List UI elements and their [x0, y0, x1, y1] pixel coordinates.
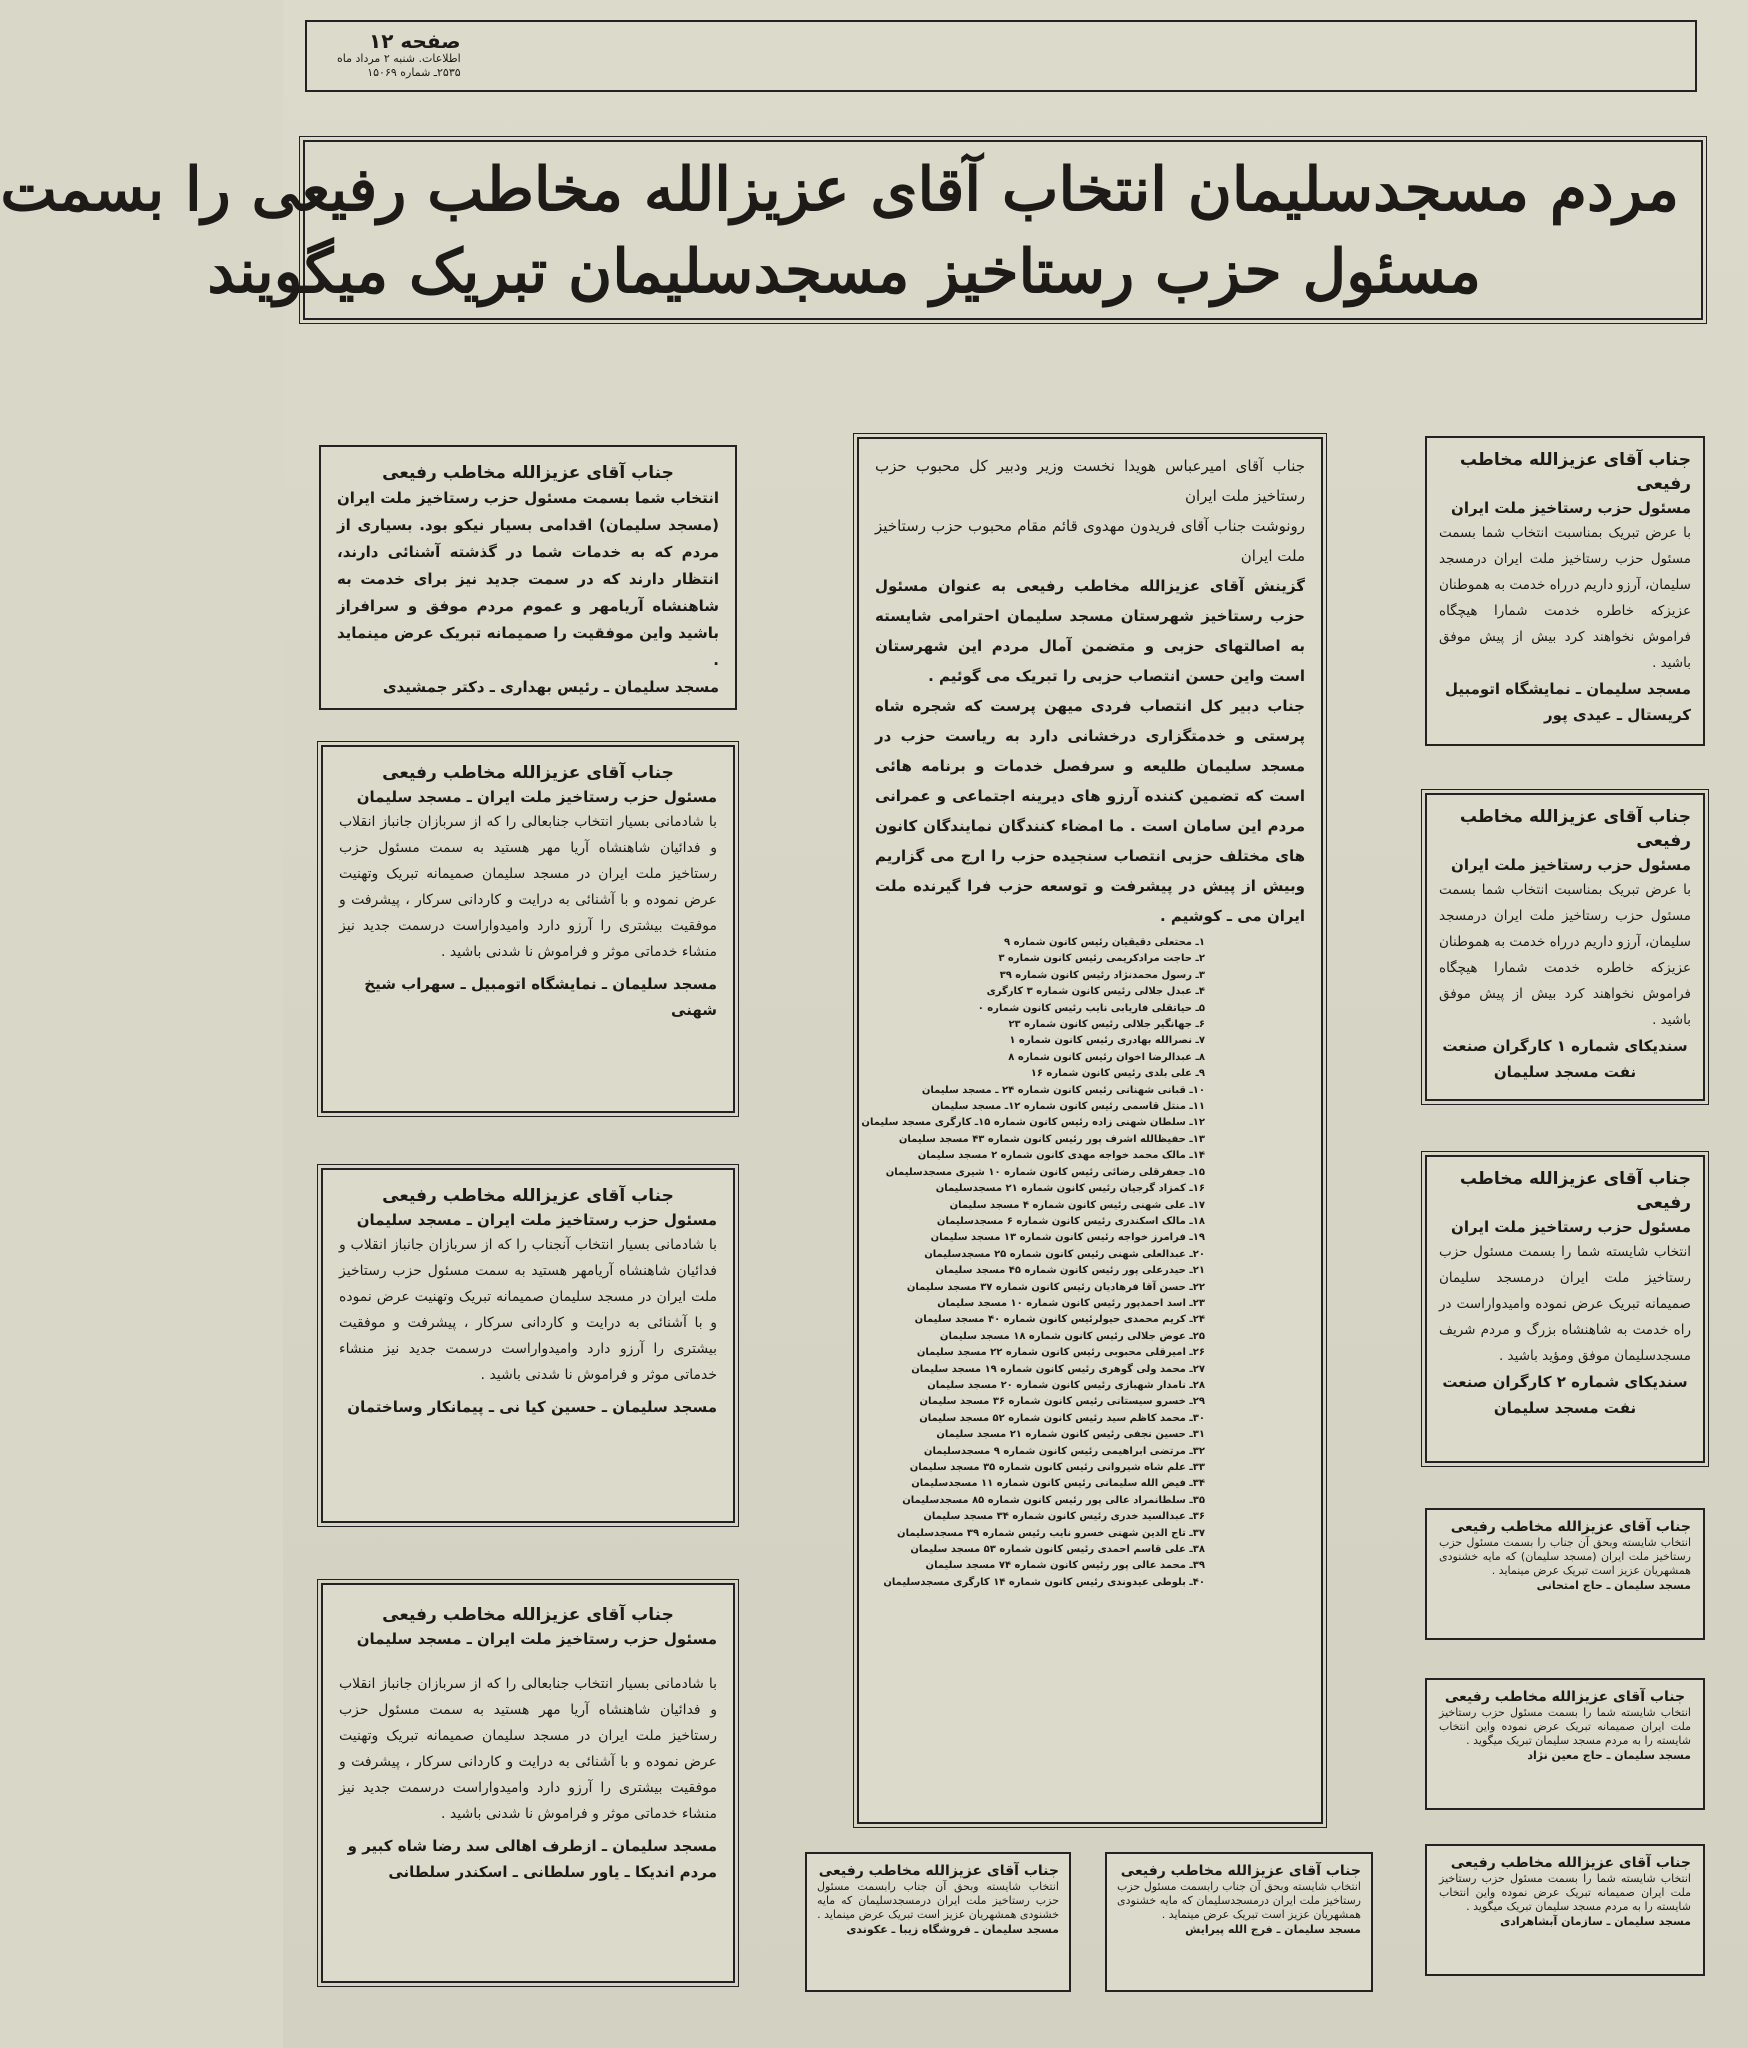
ad-body: انتخاب شایسته وبحق آن جناب رابسمت مسئول حزب رستاخیز ملت ایران درمسجدسلیمان که مایه خشنودی همشهریان عزیز است تبریک عرض مینماید . [1117, 1880, 1361, 1921]
signatory-item: ۳۷ـ تاج الدین شهنی خسرو نایب رئیس شماره ۳۹ مسجدسلیمان [897, 1527, 1205, 1539]
signatory-item: ۷ـ نصرالله بهادری رئیس کانون شماره ۱ [1009, 1035, 1205, 1047]
signatory-item: ۱۸ـ مالک اسکندری رئیس کانون شماره ۶ مسجدسلیمان [936, 1215, 1205, 1227]
signatory-item: ۹ـ علی بلدی رئیس کانون شماره ۱۶ [1030, 1068, 1205, 1080]
ad-title: جناب آقای عزیزالله مخاطب رفیعی [1444, 1689, 1686, 1705]
signatory-item: ۱۶ـ کمزاد گرجیان رئیس کانون شماره ۲۱ مسجدسلیمان [935, 1183, 1205, 1195]
signatory-item: ۲۴ـ کریم محمدی حیولرئیس کانون شماره ۴۰ مسجد سلیمان [914, 1314, 1205, 1326]
ad-title: جناب آقای عزیزالله مخاطب رفیعی [1120, 1863, 1361, 1879]
signatory-item: ۲ـ حاجت مرادکریمی رئیس کانون شماره ۳ [998, 953, 1205, 965]
signatory-item: ۸ـ عبدالرضا اخوان رئیس کانون شماره ۸ [1008, 1051, 1205, 1063]
signatory-item: ۳۵ـ سلطانمراد عالی پور رئیس کانون شماره ۸۵ مسجدسلیمان [902, 1494, 1205, 1506]
signatory-item: ۲۸ـ نامدار شهبازی رئیس کانون شماره ۲۰ مسجد سلیمان [927, 1379, 1205, 1391]
ad-body: با عرض تبریک بمناسبت انتخاب شما بسمت مسئول حزب رستاخیز ملت ایران درمسجد سلیمان، آرزو داریم درراه خدمت به هموطنان عزیزکه خاطره خدمت شمارا هیچگاه فراموش نخواهند کرد بیش از پیش موفق باشید . [1439, 882, 1691, 1028]
ad-right-4 [1425, 1508, 1705, 1640]
ad-left-2 [321, 745, 735, 1113]
ad-signature: مسجد سلیمان ـ نمایشگاه اتومبیل کریستال ـ عیدی پور [1444, 680, 1691, 724]
ad-title: جناب آقای عزیزالله مخاطب رفیعی [1450, 1519, 1691, 1535]
ad-subtitle: مسئول حزب رستاخیز ملت ایران [1451, 1218, 1691, 1236]
ad-body: با شادمانی بسیار انتخاب آنجناب را که از سربازان جانباز انقلاب و فدائیان شاهنشاه آریامهر هستید به سمت مسئول حزب رستاخیز ملت ایران در مسجد سلیمان صمیمانه تبریک وتهنیت عرض نموده و با آشنائی به درایت و کاردانی سرکار ، پیشرفت و موفقیت بیشتری را آرزو دارد وامیدواراست درسمت جدید نیز منشاء خدماتی موثر و فراموش نا شدنی باشید . [339, 1237, 717, 1383]
center-letter [857, 437, 1323, 1824]
ad-signature: مسجد سلیمان ـ رئیس بهداری ـ دکتر جمشیدی [382, 678, 719, 696]
letter-body: جناب دبیر کل انتصاب فردی میهن پرست که شجره شاه پرستی و خدمتگزاری درخشانی دارد به ریاست حزب در مسجد سلیمان طلیعه و سرفصل خدمات و برنامه هائی است که تضمین کننده آرزو های دیرینه اجتماعی و عمرانی مردم این سامان است . ما امضاء کنندگان نمایندگان کانون های مختلف حزبی انتصاب سنجیده حزب را ارج می گزاریم وبیش از پیش در پیشرفت و توسعه حزب فرا گیرنده ملت ایران می ـ کوشیم . [875, 697, 1305, 925]
ad-right-1 [1425, 436, 1705, 746]
ad-left-1 [319, 445, 737, 710]
ad-right-2 [1425, 793, 1705, 1101]
ad-body: انتخاب شایسته شما را بسمت مسئول حزب رستاخیز ملت ایران صمیمانه تبریک عرض نموده واین انتخاب شایسته را به مردم مسجد سلیمان تبریک میگوید . [1439, 1706, 1691, 1747]
ad-body: با شادمانی بسیار انتخاب جنابعالی را که از سربازان جانباز انقلاب و فدائیان شاهنشاه آریا مهر هستید به سمت مسئول حزب رستاخیز ملت ایران در مسجد سلیمان صمیمانه تبریک وتهنیت عرض نموده و با آشنائی به درایت و کاردانی سرکار ، پیشرفت و موفقیت بیشتری را آرزو دارد وامیدواراست درسمت جدید نیز منشاء خدماتی موثر و فراموش نا شدنی باشید . [339, 1676, 717, 1822]
ad-title: جناب آقای عزیزالله مخاطب رفیعی [1459, 1169, 1691, 1213]
signatory-item: ۶ـ جهانگیر جلالی رئیس کانون شماره ۲۳ [1008, 1019, 1205, 1031]
signatory-item: ۲۵ـ عوض جلالی رئیس کانون شماره ۱۸ مسجد سلیمان [939, 1330, 1205, 1342]
ad-signature: مسجد سلیمان ـ فروشگاه زیبا ـ عکوندی [846, 1923, 1059, 1936]
signatory-item: ۱۷ـ علی شهنی رئیس کانون شماره ۴ مسجد سلیمان [949, 1199, 1205, 1211]
signatory-item: ۱۰ـ قبانی شهنانی رئیس کانون شماره ۲۴ ـ مسجد سلیمان [921, 1084, 1205, 1096]
signatory-item: ۲۶ـ امیرقلی محبوبی رئیس کانون شماره ۲۲ مسجد سلیمان [916, 1347, 1205, 1359]
letter-addressee: جناب آقای امیرعباس هویدا نخست وزیر ودبیر کل محبوب حزب رستاخیز ملت ایران [875, 457, 1305, 505]
ad-subtitle: مسئول حزب رستاخیز ملت ایران ـ مسجد سلیمان [356, 788, 717, 806]
ad-signature: مسجد سلیمان ـ فرج الله پیرایش [1185, 1923, 1361, 1936]
signatory-item: ۲۱ـ حیدرعلی پور رئیس کانون شماره ۴۵ مسجد سلیمان [935, 1265, 1205, 1277]
ad-signature: مسجد سلیمان ـ نمایشگاه اتومبیل ـ سهراب شیخ شهنی [364, 975, 717, 1019]
page-header [305, 20, 1697, 92]
ad-bottom-1 [805, 1852, 1071, 1992]
ad-left-4 [321, 1583, 735, 1983]
issue-number: ۲۵۳۵ـ شماره ۱۵۰۶۹ [367, 66, 461, 79]
issue-date: اطلاعات. شنبه ۲ مرداد ماه [337, 52, 461, 65]
ad-title: جناب آقای عزیزالله مخاطب رفیعی [1450, 1855, 1691, 1871]
ad-signature: مسجد سلیمان ـ حاج معین نژاد [1527, 1749, 1691, 1762]
headline-banner [0, 140, 1703, 320]
letter-intro: گزینش آقای عزیزالله مخاطب رفیعی به عنوان مسئول حزب رستاخیز شهرستان مسجد سلیمان احترامی شایسته به اصالتهای حزبی و متضمن آمال مردم این شهرستان است واین حسن انتصاب حزبی را تبریک می گوئیم . [875, 577, 1305, 685]
ad-signature: مسجد سلیمان ـ ازطرف اهالی سد رضا شاه کبیر و مردم اندیکا ـ یاور سلطانی ـ اسکندر سلطانی [347, 1837, 717, 1881]
ad-right-5 [1425, 1678, 1705, 1810]
signatory-item: ۱۲ـ سلطان شهنی زاده رئیس کانون شماره ۱۵ـ کارگری مسجد سلیمان [861, 1117, 1205, 1129]
ad-subtitle: مسئول حزب رستاخیز ملت ایران [1451, 856, 1691, 874]
signatory-item: ۱۱ـ منتل قاسمی رئیس کانون شماره ۱۲ـ مسجد سلیمان [931, 1101, 1205, 1113]
ad-right-3 [1425, 1155, 1705, 1463]
signatory-item: ۲۰ـ عبدالعلی شهنی رئیس کانون شماره ۲۵ مسجدسلیمان [924, 1248, 1205, 1260]
signatory-item: ۲۹ـ خسرو سیستانی رئیس کانون شماره ۳۶ مسجد سلیمان [919, 1396, 1205, 1408]
ad-body: با شادمانی بسیار انتخاب جنابعالی را که از سربازان جانباز انقلاب و فدائیان شاهنشاه آریا مهر هستید به سمت مسئول حزب رستاخیز ملت ایران در مسجد سلیمان صمیمانه تبریک وتهنیت عرض نموده و با آشنائی به درایت و کاردانی سرکار ، پیشرفت و موفقیت بیشتری را آرزو دارد وامیدواراست درسمت جدید نیز منشاء خدماتی موثر و فراموش نا شدنی باشید . [339, 814, 717, 960]
signatory-item: ۳۰ـ محمد کاظم سید رئیس کانون شماره ۵۲ مسجد سلیمان [919, 1412, 1205, 1424]
ad-title: جناب آقای عزیزالله مخاطب رفیعی [382, 763, 674, 783]
ad-subtitle: مسئول حزب رستاخیز ملت ایران ـ مسجد سلیمان [356, 1211, 717, 1229]
signatory-item: ۴ـ عبدل جلالی رئیس کانون شماره ۳ کارگری [986, 986, 1205, 998]
ad-body: انتخاب شایسته شما را بسمت مسئول حزب رستاخیز ملت ایران درمسجد سلیمان صمیمانه تبریک عرض نموده وامیدواراست در راه خدمت به شاهنشاه بزرگ و مردم شریف مسجدسلیمان موفق ومؤید باشید . [1439, 1244, 1691, 1364]
signatory-item: ۲۳ـ اسد احمدپور رئیس کانون شماره ۱۰ مسجد سلیمان [937, 1297, 1205, 1309]
signatory-item: ۵ـ حیاتقلی فاریابی نایب رئیس کانون شماره ۰ [977, 1002, 1205, 1014]
ad-title: جناب آقای عزیزالله مخاطب رفیعی [382, 1605, 674, 1625]
ad-subtitle: مسئول حزب رستاخیز ملت ایران ـ مسجد سلیمان [356, 1630, 717, 1648]
signatory-item: ۳۱ـ حسین نجفی رئیس کانون شماره ۲۱ مسجد سلیمان [936, 1429, 1205, 1441]
signatory-item: ۳۶ـ عبدالسید خدری رئیس کانون شماره ۳۴ مسجد سلیمان [923, 1511, 1205, 1523]
signatory-item: ۳۸ـ علی قاسم احمدی رئیس کانون شماره ۵۳ مسجد سلیمان [910, 1544, 1205, 1556]
signatory-item: ۱۵ـ جعفرقلی رضائی رئیس کانون شماره ۱۰ شیری مسجدسلیمان [885, 1166, 1205, 1178]
ad-body: انتخاب شایسته وبحق آن جناب رابسمت مسئول حزب رستاخیز ملت ایران درمسجدسلیمان که مایه خشنودی همشهریان عزیز است تبریک عرض مینماید . [817, 1880, 1059, 1921]
signatory-item: ۱۹ـ فرامرز خواجه رئیس کانون شماره ۱۳ مسجد سلیمان [930, 1232, 1205, 1244]
signatory-item: ۳ـ رسول محمدنژاد رئیس کانون شماره ۳۹ [999, 969, 1205, 981]
signatory-item: ۱۳ـ حفیظالله اشرف پور رئیس کانون شماره ۴۳ مسجد سلیمان [898, 1133, 1205, 1145]
signatory-item: ۳۹ـ محمد عالی پور رئیس کانون شماره ۷۴ مسجد سلیمان [925, 1560, 1205, 1572]
ad-right-6 [1425, 1844, 1705, 1976]
ad-signature: سندیکای شماره ۱ کارگران صنعت نفت مسجد سلیمان [1442, 1037, 1688, 1081]
page-info [337, 30, 461, 80]
headline-line-2: مسئول حزب رستاخیز مسجدسلیمان تبریک میگویند [207, 237, 1481, 307]
signatories-list [861, 935, 1305, 1591]
ad-title: جناب آقای عزیزالله مخاطب رفیعی [1459, 450, 1691, 494]
signatory-item: ۲۲ـ حسن آقا فرهادیان رئیس کانون شماره ۳۷ مسجد سلیمان [906, 1281, 1205, 1293]
ad-title: جناب آقای عزیزالله مخاطب رفیعی [818, 1863, 1059, 1879]
signatory-item: ۲۷ـ محمد ولی گوهری رئیس کانون شماره ۱۹ مسجد سلیمان [911, 1363, 1205, 1375]
letter-cc: رونوشت جناب آقای فریدون مهدوی قائم مقام محبوب حزب رستاخیز ملت ایران [875, 517, 1305, 565]
signatory-item: ۱ـ محتعلی دقیقیان رئیس کانون شماره ۹ [1004, 937, 1205, 948]
ad-signature: مسجد سلیمان ـ سازمان آبشاهرادی [1500, 1915, 1691, 1928]
signatory-item: ۳۴ـ فیض الله سلیمانی رئیس کانون شماره ۱۱ مسجدسلیمان [911, 1478, 1205, 1490]
ad-title: جناب آقای عزیزالله مخاطب رفیعی [382, 463, 674, 483]
ad-subtitle: مسئول حزب رستاخیز ملت ایران [1451, 499, 1691, 517]
headline-line-1: مردم مسجدسلیمان انتخاب آقای عزیزالله مخاطب رفیعی را بسمت [0, 155, 1679, 225]
ad-body: با عرض تبریک بمناسبت انتخاب شما بسمت مسئول حزب رستاخیز ملت ایران درمسجد سلیمان، آرزو داریم درراه خدمت به هموطنان عزیزکه خاطره خدمت شمارا هیچگاه فراموش نخواهند کرد بیش از پیش موفق باشید . [1439, 525, 1691, 671]
page-number: صفحه ۱۲ [368, 29, 461, 53]
ad-signature: مسجد سلیمان ـ حسین کیا نی ـ پیمانکار وساختمان [347, 1398, 717, 1416]
ad-signature: مسجد سلیمان ـ حاج امتحانی [1536, 1579, 1691, 1592]
ad-body: انتخاب شما بسمت مسئول حزب رستاخیز ملت ایران (مسجد سلیمان) اقدامی بسیار نیکو بود. بسیاری از مردم که به خدمات شما در گذشته آشنائی دارند، انتظار دارند که در سمت جدید نیز برای خدمت به شاهنشاه آریامهر و عموم مردم موفق و سرافراز باشید واین موفقیت را صمیمانه تبریک عرض مینماید . [337, 489, 719, 669]
ad-body: انتخاب شایسته وبحق آن جناب را بسمت مسئول حزب رستاخیز ملت ایران (مسجد سلیمان) که مایه خشنودی همشهریان عزیز است تبریک عرض مینماید . [1439, 1536, 1691, 1577]
signatory-item: ۳۲ـ مرتضی ابراهیمی رئیس کانون شماره ۹ مسجدسلیمان [923, 1445, 1205, 1457]
signatory-item: ۱۴ـ مالک محمد خواجه مهدی کانون شماره ۲ مسجد سلیمان [917, 1150, 1205, 1162]
signatory-item: ۳۳ـ علم شاه شیروانی رئیس کانون شماره ۳۵ مسجد سلیمان [909, 1462, 1205, 1473]
ad-body: انتخاب شایسته شما را بسمت مسئول حزب رستاخیز ملت ایران صمیمانه تبریک عرض نموده واین انتخاب شایسته را به مردم مسجد سلیمان تبریک میگوید . [1439, 1872, 1691, 1913]
ad-title: جناب آقای عزیزالله مخاطب رفیعی [1459, 807, 1691, 851]
ad-bottom-2 [1105, 1852, 1373, 1992]
signatory-item: ۴۰ـ بلوطی عیدوندی رئیس کانون شماره ۱۴ کارگری مسجدسلیمان [883, 1576, 1205, 1588]
ad-title: جناب آقای عزیزالله مخاطب رفیعی [382, 1186, 674, 1206]
ad-left-3 [321, 1168, 735, 1523]
ad-signature: سندیکای شماره ۲ کارگران صنعت نفت مسجد سلیمان [1442, 1373, 1688, 1417]
